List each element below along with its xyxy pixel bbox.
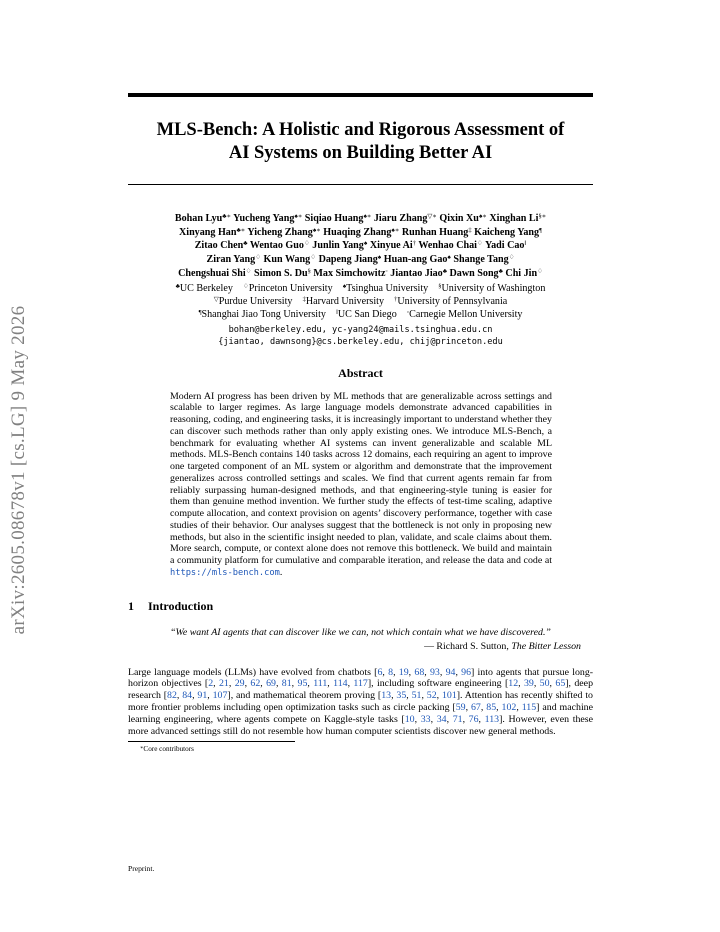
author-name: Wentao Guo [249,240,304,252]
quote-source: The Bitter Lesson [511,640,581,652]
author-name: Runhan Huang [401,226,469,238]
intro-paragraph [128,667,593,738]
author-name: Huan-ang Gao [383,254,448,266]
author-name: Qixin Xu [439,213,479,224]
author-affiliation-mark: ♢ [537,267,543,275]
citation-link[interactable]: 111 [313,678,328,690]
author-line [128,267,593,281]
citation-link[interactable]: 29 [234,678,245,690]
email-line-1: bohan@berkeley.edu, yc-yang24@mails.tsinghua.edu.cn [228,324,493,335]
author-name: Chi Jin [505,267,538,279]
citation-link[interactable]: 107 [212,690,228,702]
author-affiliation-mark: ▽∗ [427,213,437,220]
footnote-text: Core contributors [143,745,194,754]
author-affiliation-mark: ♠∗ [363,213,372,220]
author-affiliation-mark: ♠∗ [294,213,303,220]
affiliation-line [128,282,593,295]
intro-text: ] into agents that pursue long-horizon objectives [ [128,666,594,690]
author-affiliation-mark: ♣∗ [236,226,246,234]
author-line [128,239,593,253]
affiliation-mark: ♢ [242,282,249,290]
affiliation-mark: ‖ [336,308,338,316]
footnote-rule [128,741,295,742]
author-name: Dawn Song [449,267,499,279]
intro-text: , [430,713,437,725]
intro-text: , [533,678,540,690]
affiliation-mark: † [394,295,398,303]
intro-text: , [455,666,462,678]
intro-text: , [176,690,183,702]
citation-link[interactable]: 93 [429,666,440,678]
affiliation-mark: ¶ [198,308,202,316]
intro-text: , [414,713,421,725]
intro-text: , [307,678,314,690]
author-affiliation-mark: † [412,240,416,248]
citation-link[interactable]: 84 [182,690,193,702]
abstract-heading: Abstract [338,365,383,380]
citation-link[interactable]: 51 [411,690,422,702]
citation-link[interactable]: 114 [333,678,348,690]
email-list [128,324,593,349]
intro-text: , [327,678,334,690]
author-name: Kaicheng Yang [474,226,540,238]
section-heading [128,599,593,614]
citation-link[interactable]: 19 [398,666,409,678]
intro-text: , [462,713,469,725]
author-affiliation-mark: ♣ [243,240,248,248]
title-line-2: AI Systems on Building Better AI [228,143,493,163]
affiliation-name: UC San Diego [337,308,397,320]
intro-text: ], including software engineering [ [367,678,509,690]
citation-link[interactable]: 35 [396,690,407,702]
author-name: Wenhao Chai [418,240,477,252]
citation-link[interactable]: 71 [452,713,463,725]
affiliation-mark: § [438,282,442,290]
author-affiliation-mark: ♣ [498,267,503,275]
abstract-url-link[interactable]: https://mls-bench.com [170,567,280,578]
citation-link[interactable]: 2 [208,678,214,690]
citation-link[interactable]: 101 [441,690,457,702]
intro-text: ], deep research [ [128,678,594,702]
intro-text: , [408,666,415,678]
intro-text: , [436,690,442,702]
intro-text: Large language models (LLMs) have evolved from chatbots [ [128,666,378,678]
citation-link[interactable]: 39 [523,678,534,690]
citation-link[interactable]: 113 [484,713,500,725]
intro-text: ], and mathematical theorem proving [ [227,690,382,702]
citation-link[interactable]: 81 [281,678,292,690]
section-title: Introduction [148,598,214,613]
author-affiliation-mark: ♣ [442,267,447,275]
citation-link[interactable]: 10 [404,713,415,725]
intro-text: , [424,666,430,678]
intro-text: , [518,678,524,690]
citation-link[interactable]: 117 [353,678,368,690]
author-line [128,212,593,226]
author-affiliation-mark: ♠∗ [312,226,321,234]
author-affiliation-mark: ¶ [539,226,543,234]
affiliation-name: University of Pennsylvania [397,295,508,307]
author-affiliation-mark: § [307,267,311,275]
author-name: Xinghan Li [489,213,539,224]
intro-text: , [382,666,389,678]
author-affiliation-mark: ♢ [303,240,310,248]
citation-link[interactable]: 96 [461,666,472,678]
author-name: Dapeng Jiang [318,254,378,266]
intro-text: ]. However, even these more advanced settings still do not resemble how human computer scientists discover new general methods. [128,713,593,737]
epigraph-attribution [128,641,581,652]
citation-link[interactable]: 85 [486,701,497,713]
citation-link[interactable]: 59 [455,701,466,713]
citation-link[interactable]: 95 [297,678,308,690]
author-affiliation-mark: ♠ [377,254,382,262]
affiliation-mark: ▽ [213,295,219,303]
author-affiliation-mark: ♠ [447,254,451,262]
author-name: Kun Wang [263,254,311,266]
paper-title [128,119,593,165]
author-affiliation-mark: ‖ [524,240,527,248]
affiliation-name: Purdue University [218,295,293,307]
citation-link[interactable]: 50 [539,678,550,690]
citation-link[interactable]: 91 [197,690,208,702]
citation-link[interactable]: 94 [445,666,456,678]
intro-text: , [391,690,397,702]
intro-text: , [244,678,251,690]
intro-text: , [549,678,556,690]
author-affiliation-mark: ♠∗ [391,226,400,234]
email-line-2: {jiantao, dawnsong}@cs.berkeley.edu, chij@princeton.edu [218,337,503,348]
citation-link[interactable]: 102 [501,701,517,713]
author-list [128,212,593,281]
author-affiliation-mark: ♣∗ [222,213,231,220]
citation-link[interactable]: 76 [468,713,479,725]
citation-link[interactable]: 6 [377,666,383,678]
author-name: Siqiao Huang [304,213,364,224]
intro-text: , [496,701,502,713]
intro-text: , [439,666,446,678]
arxiv-identifier: arXiv:2605.08678v1 [cs.LG] 9 May 2026 [8,305,29,635]
author-affiliation-mark: ◦ [385,267,388,275]
intro-text: , [192,690,198,702]
affiliation-name: Shanghai Jiao Tong University [201,308,326,320]
author-name: Junlin Yang [312,240,364,252]
title-bottom-rule [128,184,593,185]
intro-text: , [446,713,453,725]
intro-text: , [406,690,412,702]
citation-link[interactable]: 12 [508,678,519,690]
citation-link[interactable]: 33 [420,713,431,725]
affiliation-line [128,308,593,321]
intro-text: , [228,678,235,690]
title-line-1: MLS-Bench: A Holistic and Rigorous Assessment of [156,120,565,140]
intro-text: , [291,678,298,690]
quote-author: — Richard S. Sutton, [424,640,509,652]
epigraph-quote: “We want AI agents that can discover like we can, not which contain what we have discovered.” [170,626,551,638]
affiliation-name: Tsinghua University [346,282,429,294]
affiliation-name: Princeton University [248,282,333,294]
affiliation-name: UC Berkeley [179,282,233,294]
affiliation-mark: ♠ [342,282,347,290]
author-name: Yucheng Yang [233,213,295,224]
author-name: Xinyang Han [178,226,237,238]
intro-text: , [478,713,485,725]
abstract-text: Modern AI progress has been driven by ML methods that are generalizable across settings and scalable to larger regimes. As large language models demonstrate advanced capabilities in reasoning, coding, and engineering tasks, it is increasingly important to understand whether they can discover such methods rather than only apply existing ones. We introduce MLS-Bench, a benchmark for evaluating whether AI systems can invent generalizable and scalable ML methods. MLS-Bench contains 140 tasks across 12 domains, each requiring an agent to improve one targeted component of an ML system or algorithm and demonstrate that the improvement generalizes across controlled settings and scales. We find that current agents remain far from reliably surpassing human-designed methods, and that engineering-style tuning is easier for them than genuine method invention. We further study the effects of test-time scaling, adaptive compute allocation, and context provision on agents’ discovery performance, together with case studies of their behavior. Our analyses suggest that the bottleneck is not only in proposing new methods, but also in the scientific insight needed to plan, validate, and scale claims about them. More search, compute, or context alone does not remove this bottleneck. We build and maintain a community platform for cumulative and comparable iteration, and release the data and code at [170,390,552,567]
citation-link[interactable]: 34 [436,713,447,725]
intro-text: ] and machine learning engineering, where agents compete on Kaggle-style tasks [ [128,701,594,725]
footnote-mark: ∗ [140,746,144,752]
citation-link[interactable]: 82 [167,690,177,702]
author-name: Simon S. Du [254,267,308,279]
author-affiliation-mark: ♠ [363,240,368,248]
author-affiliation-mark: ♠∗ [478,213,487,220]
affiliation-name: Carnegie Mellon University [409,308,523,320]
affiliation-list [128,282,593,321]
intro-text: , [213,678,219,690]
author-name: Jiantao Jiao [390,267,443,279]
affiliation-mark: ‡ [302,295,306,303]
title-top-rule [128,93,593,97]
author-affiliation-mark: ♢ [245,267,252,275]
author-affiliation-mark: ♢ [476,240,483,248]
intro-text: , [393,666,399,678]
author-name: Yicheng Zhang [247,226,313,238]
affiliation-name: Harvard University [305,295,385,307]
citation-link[interactable]: 68 [414,666,425,678]
author-name: Jiaru Zhang [373,213,428,224]
abstract-body [170,391,552,580]
intro-text: , [275,678,282,690]
footnote [128,745,593,753]
affiliation-line [128,295,593,308]
author-name: Xinyue Ai [369,240,413,252]
author-name: Zitao Chen [194,240,244,252]
citation-link[interactable]: 21 [218,678,229,690]
intro-text: ]. Attention has recently shifted to more frontier problems including open optimization tasks such as circle packing [ [128,690,593,713]
author-line [128,253,593,267]
intro-text: , [260,678,267,690]
affiliation-mark: ◦ [406,308,410,316]
citation-link[interactable]: 62 [250,678,261,690]
affiliation-mark: ♣ [175,282,180,290]
affiliation-name: University of Washington [441,282,546,294]
author-name: Ziran Yang [206,254,256,266]
author-name: Chengshuai Shi [178,267,246,279]
author-name: Bohan Lyu [174,213,223,224]
author-affiliation-mark: ‡ [468,226,472,234]
author-affiliation-mark: §∗ [538,213,547,220]
author-name: Max Simchowitz [313,267,386,279]
author-affiliation-mark: ♢ [255,254,262,262]
author-name: Huaqing Zhang [323,226,392,238]
citation-link[interactable]: 52 [426,690,437,702]
intro-text: , [347,678,354,690]
intro-text: , [421,690,427,702]
citation-link[interactable]: 8 [388,666,394,678]
author-name: Yadi Cao [484,240,525,252]
author-line [128,226,593,240]
section-number: 1 [128,598,134,613]
abstract-end: . [279,566,283,578]
citation-link[interactable]: 69 [266,678,276,690]
citation-link[interactable]: 13 [381,690,392,702]
preprint-label: Preprint. [128,864,155,873]
intro-text: , [207,690,213,702]
author-name: Shange Tang [453,254,509,266]
citation-link[interactable]: 115 [521,701,537,713]
intro-text: , [516,701,522,713]
author-affiliation-mark: ♢ [508,254,515,262]
citation-link[interactable]: 65 [555,678,566,690]
intro-text: , [465,701,471,713]
intro-text: , [480,701,487,713]
author-affiliation-mark: ♢ [310,254,317,262]
paper-page [128,93,593,753]
citation-link[interactable]: 67 [470,701,481,713]
